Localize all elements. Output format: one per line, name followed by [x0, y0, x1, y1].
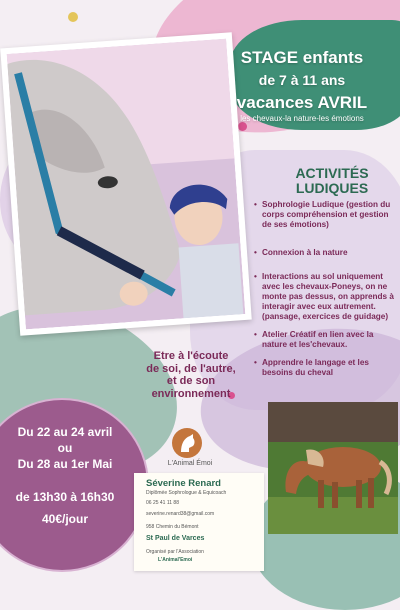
- org-line2: L'Animal'Emoi: [158, 557, 193, 563]
- list-item: • Interactions au sol uniquement avec les chevaux-Poneys, on ne monte pas dessus, on apprends à interagir avec eux autrement. (pansage, exercices de guidage): [262, 272, 394, 322]
- contact-card: [134, 473, 264, 571]
- date-or: ou: [57, 441, 73, 455]
- contact-email: severine.renard38@gmail.com: [146, 511, 215, 517]
- date-range-1: Du 22 au 24 avril: [17, 425, 113, 439]
- motto: [136, 350, 246, 400]
- motto-line2: de soi, de l'autre,: [146, 362, 236, 375]
- motto-line3: et de son: [166, 375, 216, 387]
- date-range-2: Du 28 au 1er Mai: [17, 457, 113, 471]
- list-item: • Apprendre le langage et les besoins du cheval: [262, 358, 394, 378]
- contact-address: 958 Chemin du Bémont: [146, 524, 199, 530]
- list-item: • Atelier Créatif en lien avec la nature et les'chevaux.: [262, 330, 394, 350]
- horse-head-icon: [172, 428, 202, 458]
- pony-illustration: [268, 402, 398, 534]
- gold-dot: [68, 12, 78, 22]
- pink-dot: [238, 122, 247, 131]
- header-line2: de 7 à 11 ans: [258, 72, 346, 88]
- header-tagline: les chevaux-la nature-les émotions: [240, 114, 364, 123]
- pony-photo: [268, 402, 398, 534]
- contact-phone: 06 25 41 11 88: [146, 500, 179, 506]
- motto-line1: Etre à l'écoute: [153, 350, 229, 362]
- header-line3: vacances AVRIL: [236, 93, 368, 112]
- contact-title: Diplômée Sophrologue & Equicoach: [146, 490, 227, 496]
- logo: [172, 428, 202, 458]
- price: 40€/jour: [41, 512, 89, 526]
- org-line1: Organisé par l'Association: [146, 549, 204, 555]
- activities-title-line1: ACTIVITÉS: [295, 165, 369, 181]
- motto-line4: environnement: [151, 387, 231, 400]
- activities-title-line2: LUDIQUES: [295, 180, 369, 196]
- contact-name: Séverine Renard: [146, 478, 221, 489]
- contact-place: St Paul de Varces: [146, 535, 205, 542]
- list-item: • Connexion à la nature: [262, 248, 394, 258]
- activities-title: [262, 166, 400, 196]
- list-item: • Sophrologie Ludique (gestion du corps compréhension et gestion de ses émotions): [262, 200, 394, 230]
- header-line1: STAGE enfants: [240, 48, 364, 67]
- photo-illustration: [7, 39, 246, 330]
- hours: de 13h30 à 16h30: [15, 490, 115, 504]
- logo-label: L'Animal Émoi: [167, 460, 213, 467]
